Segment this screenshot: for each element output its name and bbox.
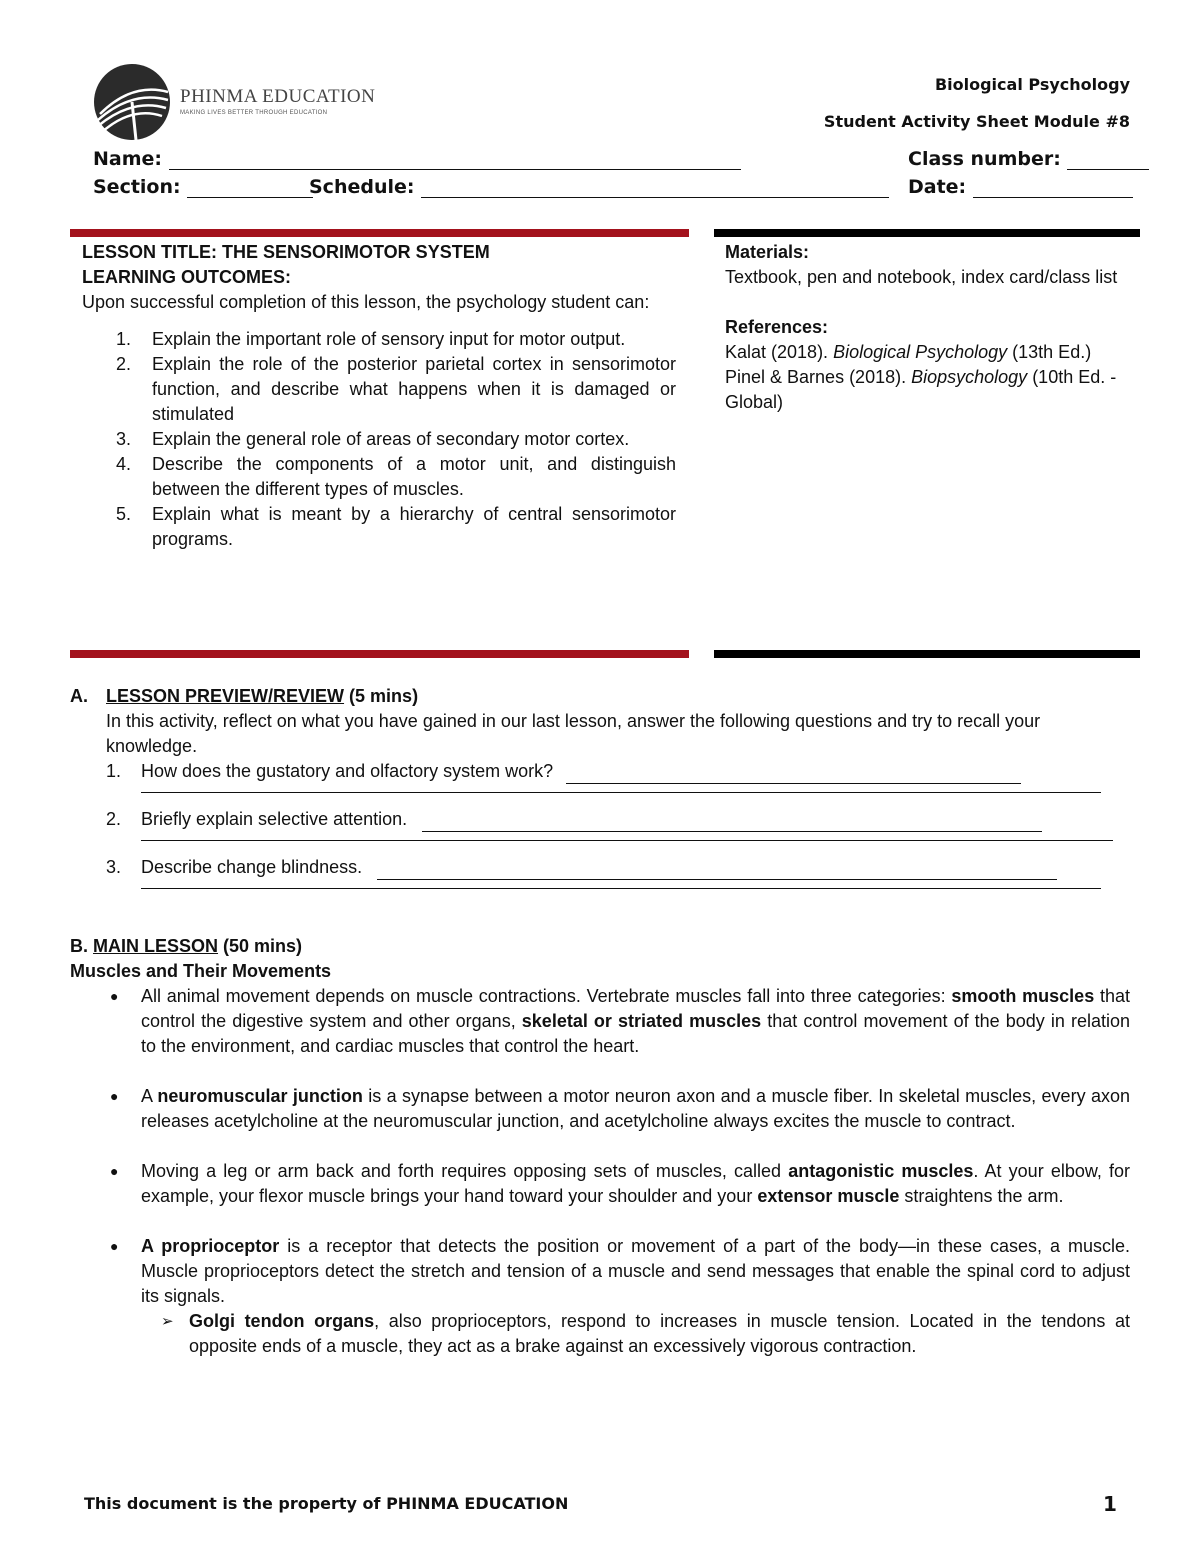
- section-b-subheading: Muscles and Their Movements: [70, 961, 332, 981]
- schedule-label: Schedule:: [309, 176, 415, 198]
- answer-line[interactable]: [566, 767, 1021, 784]
- divider-black-top: [714, 229, 1140, 237]
- bullet-icon: ●: [110, 988, 119, 1004]
- name-field[interactable]: [93, 148, 741, 170]
- page-number: 1: [1103, 1492, 1117, 1516]
- answer-line[interactable]: [141, 880, 1101, 889]
- bullet-icon: ●: [110, 1238, 119, 1254]
- list-item: 4. Describe the components of a motor unit, and distinguish between the different types of muscles.: [116, 454, 676, 499]
- bullet-icon: ●: [110, 1163, 119, 1179]
- answer-line[interactable]: [377, 863, 1057, 880]
- logo-emblem-icon: [92, 62, 172, 142]
- lesson-bullets: [70, 984, 1130, 1359]
- class-number-field[interactable]: [908, 148, 1149, 170]
- bullet-icon: ●: [110, 1088, 119, 1104]
- reference-1: Kalat (2018). Biological Psychology (13th Ed.): [725, 342, 1092, 362]
- logo-tagline: MAKING LIVES BETTER THROUGH EDUCATION: [180, 110, 328, 116]
- date-field[interactable]: [908, 176, 1133, 198]
- divider-black-bottom: [714, 650, 1140, 658]
- logo-name: PHINMA EDUCATION: [180, 86, 376, 107]
- section-a-heading: A. LESSON PREVIEW/REVIEW (5 mins): [70, 686, 419, 706]
- arrow-bullet-icon: ➢: [161, 1313, 174, 1330]
- list-item: ● A neuromuscular junction is a synapse between a motor neuron axon and a muscle fiber. In skeletal muscles, every axon releases acetylcholine at the neuromuscular junction, and acetylcholine always excites the muscle to contract.: [110, 1086, 1130, 1131]
- list-item: 1. Explain the important role of sensory input for motor output.: [116, 329, 626, 349]
- reference-2: Pinel & Barnes (2018). Biopsychology (10th Ed. - Global): [725, 367, 1117, 412]
- question-3: 3. Describe change blindness.: [70, 855, 1130, 880]
- lesson-title: LESSON TITLE: THE SENSORIMOTOR SYSTEM: [82, 242, 490, 262]
- schedule-field[interactable]: [309, 176, 889, 198]
- divider-red-bottom: [70, 650, 689, 658]
- references-heading: References:: [725, 317, 829, 337]
- name-label: Name:: [93, 148, 163, 170]
- footer-text: This document is the property of PHINMA EDUCATION: [84, 1494, 569, 1513]
- materials-box: [725, 240, 1129, 415]
- answer-line[interactable]: [422, 815, 1042, 832]
- list-item: ● A proprioceptor is a receptor that detects the position or movement of a part of the body—in these cases, a muscle. Muscle proprioceptors detect the stretch and tension of a muscle and send messages that enable the spinal cord to adjust its signals. ➢ Golgi tendon organs, also proprioceptors, respond to increases in muscle tension. Located in the tendons at opposite ends of a muscle, they act as a brake against an excessively vigorous contraction.: [70, 1234, 1130, 1359]
- sub-list-item: ➢ Golgi tendon organs, also proprioceptors, respond to increases in muscle tension. Located in the tendons at opposite ends of a muscle, they act as a brake against an excessively vigorous contraction.: [161, 1311, 1130, 1356]
- section-a-intro: In this activity, reflect on what you have gained in our last lesson, answer the following questions and try to recall your knowledge.: [106, 711, 1041, 756]
- outcomes-heading: LEARNING OUTCOMES:: [82, 267, 291, 287]
- class-number-line[interactable]: [1067, 151, 1149, 170]
- list-item: 5. Explain what is meant by a hierarchy of central sensorimotor programs.: [116, 504, 676, 549]
- section-line[interactable]: [187, 179, 313, 198]
- list-item: 2. Explain the role of the posterior parietal cortex in sensorimotor function, and describe what happens when it is damaged or stimulated: [116, 354, 676, 424]
- class-number-label: Class number:: [908, 148, 1061, 170]
- schedule-line[interactable]: [421, 179, 889, 198]
- name-line[interactable]: [169, 151, 741, 170]
- list-item: 3. Explain the general role of areas of secondary motor cortex.: [116, 429, 630, 449]
- question-2: 2. Briefly explain selective attention.: [70, 807, 1130, 832]
- divider-red-top: [70, 229, 689, 237]
- date-label: Date:: [908, 176, 967, 198]
- list-item: ● All animal movement depends on muscle contractions. Vertebrate muscles fall into three categories: smooth muscles that control the digestive system and other organs, skeletal or striated muscles that control movement of the body in relation to the environment, and cardiac muscles that control the heart.: [110, 986, 1131, 1056]
- materials-heading: Materials:: [725, 242, 810, 262]
- course-name: Biological Psychology: [934, 75, 1130, 94]
- question-1: 1. How does the gustatory and olfactory system work?: [70, 759, 1130, 784]
- section-b: [70, 934, 1130, 1359]
- module-name: Student Activity Sheet Module #8: [823, 112, 1130, 131]
- date-line[interactable]: [973, 179, 1133, 198]
- section-label: Section:: [93, 176, 181, 198]
- outcomes-list: [82, 327, 676, 552]
- list-item: ● Moving a leg or arm back and forth requires opposing sets of muscles, called antagonistic muscles. At your elbow, for example, your flexor muscle brings your hand toward your shoulder and your extensor muscle straightens the arm.: [110, 1161, 1131, 1206]
- outcomes-intro: Upon successful completion of this lesson, the psychology student can:: [82, 292, 650, 312]
- phinma-logo: [92, 62, 376, 142]
- section-a: [70, 684, 1130, 889]
- section-field[interactable]: [93, 176, 313, 198]
- lesson-box: [82, 240, 676, 552]
- answer-line[interactable]: [141, 784, 1101, 793]
- materials-text: Textbook, pen and notebook, index card/class list: [725, 267, 1118, 287]
- answer-line[interactable]: [141, 832, 1113, 841]
- section-b-heading: B. MAIN LESSON (50 mins): [70, 936, 303, 956]
